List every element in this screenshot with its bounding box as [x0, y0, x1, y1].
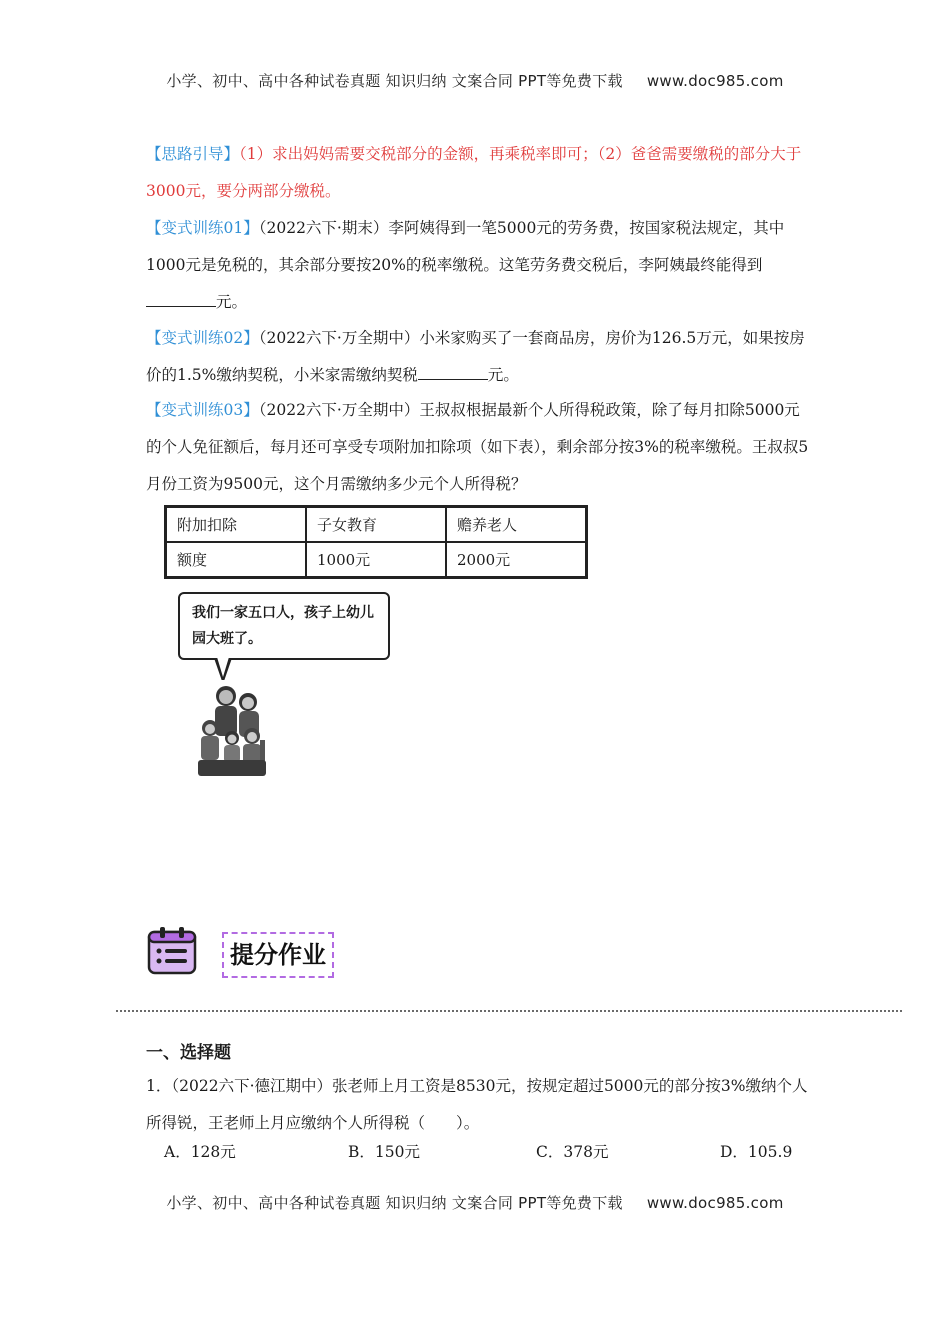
speech-text: 我们一家五口人，孩子上幼儿园大班了。: [192, 605, 374, 647]
exercise-02-tag: 【变式训练02】: [146, 329, 259, 347]
hint-text: （1）求出妈妈需要交税部分的金额，再乘税率即可；（2）爸爸需要缴税的部分大于3000元，要分两部分缴税。: [146, 145, 802, 200]
exercise-02-text: （2022六下·万全期中）小米家购买了一套商品房，房价为126.5万元，如果按房价的1.5%缴纳契税，小米家需缴纳契税: [146, 329, 805, 384]
exercise-01-text: （2022六下·期末）李阿姨得到一笔5000元的劳务费，按国家税法规定，其中1000元是免税的，其余部分要按20%的税率缴税。这笔劳务费交税后，李阿姨最终能得到: [146, 219, 785, 274]
table-header-cell: 子女教育: [306, 507, 446, 542]
hint-paragraph: [146, 136, 810, 210]
exercise-03-text: （2022六下·万全期中）王叔叔根据最新个人所得税政策，除了每月扣除5000元的个人免征额后，每月还可享受专项附加扣除项（如下表），剩余部分按3%的税率缴税。王叔叔5月份工资为9500元，这个月需缴纳多少元个人所得税？: [146, 401, 809, 493]
exercise-02: [146, 320, 810, 394]
page-footer: [0, 1192, 950, 1213]
deduction-table: [164, 505, 588, 579]
speech-bubble: [178, 592, 390, 660]
exercise-02-unit: 元。: [487, 366, 519, 384]
page-header: [0, 70, 950, 91]
question-1: [146, 1068, 810, 1142]
header-site: www.doc985.com: [646, 72, 784, 90]
table-header-cell: 附加扣除: [166, 507, 306, 542]
speech-bubble-tail-inner: [217, 657, 229, 677]
family-illustration: [196, 680, 268, 778]
choice-d[interactable]: D．105.9: [720, 1143, 793, 1161]
divider: [116, 1010, 902, 1012]
header-text: 小学、初中、高中各种试卷真题 知识归纳 文案合同 PPT等免费下载: [166, 72, 623, 90]
question-number: 1．: [146, 1077, 172, 1095]
table-cell: 1000元: [306, 542, 446, 577]
choice-a[interactable]: A．128元: [164, 1143, 236, 1161]
hint-tag: 【思路引导】: [146, 145, 240, 163]
table-cell: 2000元: [446, 542, 586, 577]
answer-blank: [418, 363, 488, 380]
part-heading: 一、选择题: [146, 1043, 231, 1063]
table-header-cell: 赡养老人: [446, 507, 586, 542]
exercise-01-unit: 元。: [216, 293, 248, 311]
choice-b[interactable]: B．150元: [348, 1143, 420, 1161]
calendar-list-icon: [146, 926, 198, 976]
section-title: 提分作业: [222, 932, 334, 978]
exercise-01: [146, 210, 810, 321]
exercise-03-tag: 【变式训练03】: [146, 401, 259, 419]
answer-blank: [146, 290, 216, 307]
question-text: （2022六下·德江期中）张老师上月工资是8530元，按规定超过5000元的部分按3%缴纳个人所得锐，王老师上月应缴纳个人所得税（ ）。: [146, 1077, 808, 1132]
exercise-01-tag: 【变式训练01】: [146, 219, 259, 237]
table-row: [166, 507, 586, 542]
footer-text: 小学、初中、高中各种试卷真题 知识归纳 文案合同 PPT等免费下载: [166, 1194, 623, 1212]
exercise-03: [146, 392, 810, 503]
table-row: [166, 542, 586, 577]
table-cell: 额度: [166, 542, 306, 577]
choice-c[interactable]: C．378元: [536, 1143, 609, 1161]
footer-site: www.doc985.com: [646, 1194, 784, 1212]
